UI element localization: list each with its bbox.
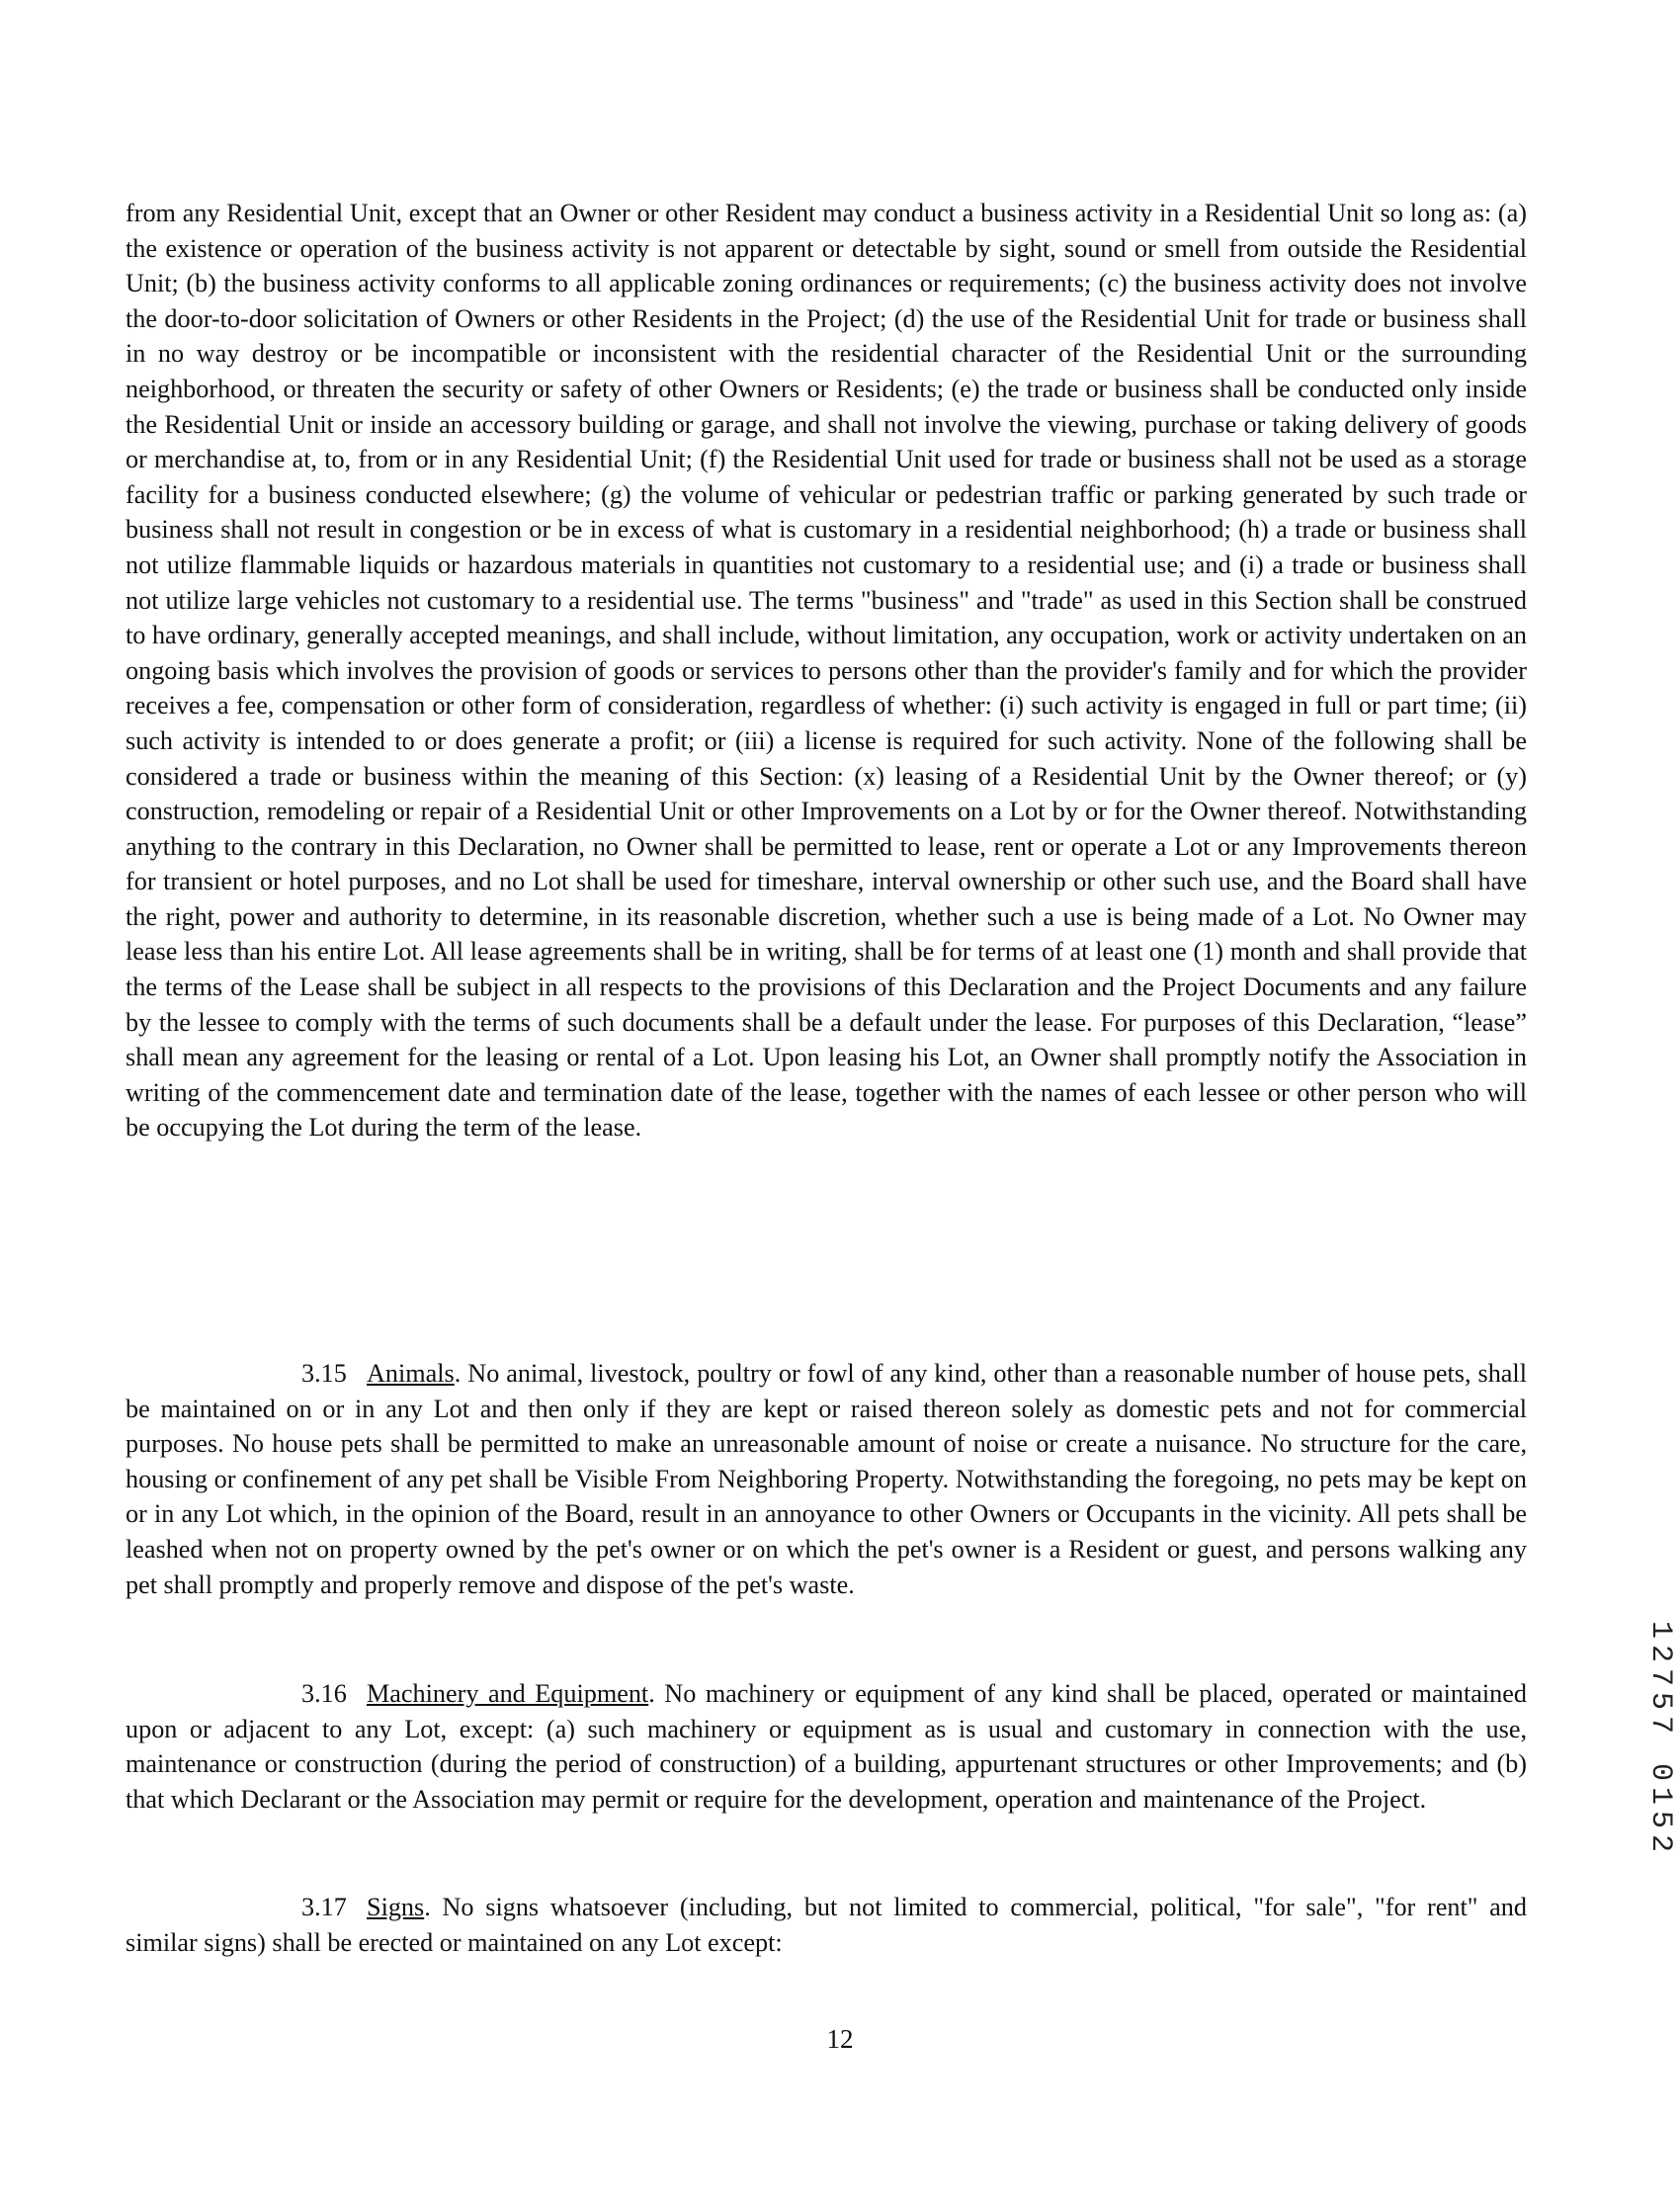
page-number: 12 [826,2024,854,2054]
stamp-text: 12757 0152 [1643,1621,1677,1859]
section-body: . No machinery or equipment of any kind shall be placed, operated or maintained upon or adjacent to any Lot, except: (a) such machinery or equipment as is usual and customary in connection with the use, maintenance or construction (during the period of construction) of a building, appurtenant structures or other Improvements; and (b) that which Declarant or the Association may permit or require for the development, operation and maintenance of the Project. [126,1679,1527,1814]
paragraph-continuation: from any Residential Unit, except that an Owner or other Resident may conduct a business activity in a Residential Unit so long as: (a) the existence or operation of the business activity is not apparent or detectable by sight, sound or smell from outside the Residential Unit; (b) the business activity conforms to all applicable zoning ordinances or requirements; (c) the business activity does not involve the door-to-door solicitation of Owners or other Residents in the Project; (d) the use of the Residential Unit for trade or business shall in no way destroy or be incompatible or inconsistent with the residential character of the Residential Unit or the surrounding neighborhood, or threaten the security or safety of other Owners or Residents; (e) the trade or business shall be conducted only inside the Residential Unit or inside an accessory building or garage, and shall not involve the viewing, purchase or taking delivery of goods or merchandise at, to, from or in any Residential Unit; (f) the Residential Unit used for trade or business shall not be used as a storage facility for a business conducted elsewhere; (g) the volume of vehicular or pedestrian traffic or parking generated by such trade or business shall not result in congestion or be in excess of what is customary in a residential neighborhood; (h) a trade or business shall not utilize flammable liquids or hazardous materials in quantities not customary to a residential use; and (i) a trade or business shall not utilize large vehicles not customary to a residential use. The terms "business" and "trade" as used in this Section shall be construed to have ordinary, generally accepted meanings, and shall include, without limitation, any occupation, work or activity undertaken on an ongoing basis which involves the provision of goods or services to persons other than the provider's family and for which the provider receives a fee, compensation or other form of consideration, regardless of whether: (i) such activity is engaged in full or part time; (ii) such activity is intended to or does generate a profit; or (iii) a license is required for such activity. None of the following shall be considered a trade or business within the meaning of this Section: (x) leasing of a Residential Unit by the Owner thereof; or (y) construction, remodeling or repair of a Residential Unit or other Improvements on a Lot by or for the Owner thereof. Notwithstanding anything to the contrary in this Declaration, no Owner shall be permitted to lease, rent or operate a Lot or any Improvements thereon for transient or hotel purposes, and no Lot shall be used for timeshare, interval ownership or other such use, and the Board shall have the right, power and authority to determine, in its reasonable discretion, whether such a use is being made of a Lot. No Owner may lease less than his entire Lot. All lease agreements shall be in writing, shall be for terms of at least one (1) month and shall provide that the terms of the Lease shall be subject in all respects to the provisions of this Declaration and the Project Documents and any failure by the lessee to comply with the terms of such documents shall be a default under the lease. For purposes of this Declaration, “lease” shall mean any agreement for the leasing or rental of a Lot. Upon leasing his Lot, an Owner shall promptly notify the Association in writing of the commencement date and termination date of the lease, together with the names of each lessee or other person who will be occupying the Lot during the term of the lease. [126,199,1527,1143]
section-title-signs: Signs [367,1893,425,1921]
section-title-machinery: Machinery and Equipment [367,1679,649,1708]
section-title-animals: Animals [367,1359,455,1388]
margin-recording-stamp [1643,1621,1680,1868]
section-number: 3.15 [301,1359,347,1388]
section-body: . No animal, livestock, poultry or fowl of any kind, other than a reasonable number of house pets, shall be maintained on or in any Lot and then only if they are kept or raised thereon solely as domestic pets and not for commercial purposes. No house pets shall be permitted to make an unreasonable amount of noise or create a nuisance. No structure for the care, housing or confinement of any pet shall be Visible From Neighboring Property. Notwithstanding the foregoing, no pets may be kept on or in any Lot which, in the opinion of the Board, result in an annoyance to other Owners or Occupants in the vicinity. All pets shall be leashed when not on property owned by the pet's owner or on which the pet's owner is a Resident or guest, and persons walking any pet shall promptly and properly remove and dispose of the pet's waste. [126,1359,1527,1599]
section-number: 3.17 [301,1893,347,1921]
section-3-16 [126,1676,1527,1817]
section-3-15 [126,1356,1527,1602]
section-3-17 [126,1890,1527,1960]
section-number: 3.16 [301,1679,347,1708]
section-body: . No signs whatsoever (including, but not limited to commercial, political, "for sale", "for rent" and similar signs) shall be erected or maintained on any Lot except: [126,1893,1527,1957]
